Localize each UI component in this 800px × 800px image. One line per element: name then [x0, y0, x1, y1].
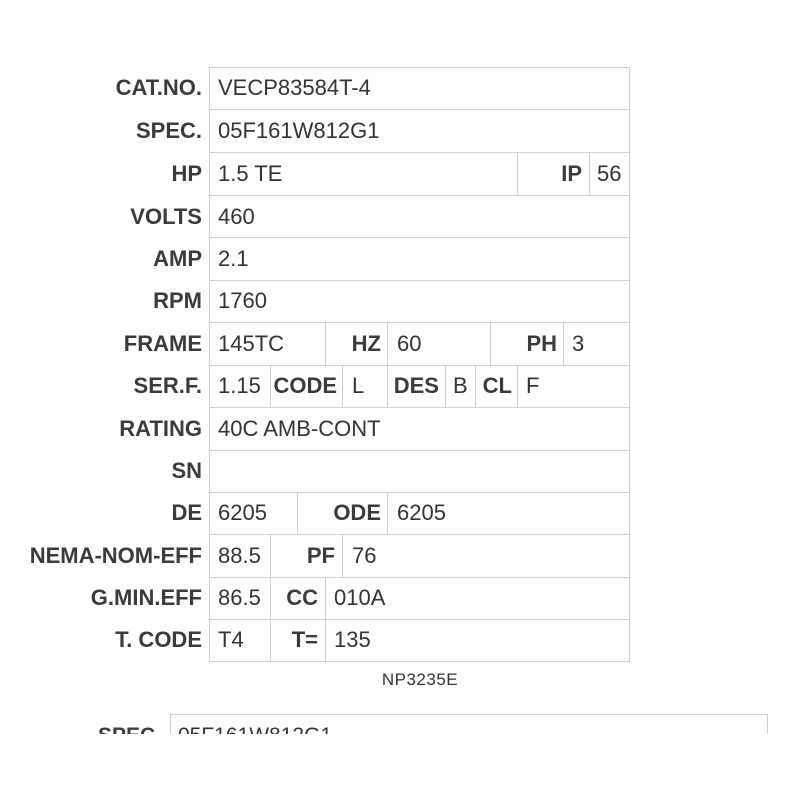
cc-label: CC: [286, 585, 318, 610]
hz-value: 60: [397, 331, 422, 356]
grid-line: [517, 365, 518, 407]
viewport-cutoff: [0, 734, 800, 800]
grid-line: [209, 195, 630, 196]
nema-nom-eff-value: 88.5: [218, 543, 261, 568]
rating-value: 40C AMB-CONT: [218, 416, 381, 441]
rpm-label: RPM: [153, 288, 202, 313]
spec-value: 05F161W812G1: [218, 118, 380, 143]
t-code-value: T4: [218, 627, 244, 652]
cat-no-value: VECP83584T-4: [218, 75, 371, 100]
nema-nom-eff-label: NEMA-NOM-EFF: [29, 543, 202, 568]
frame-value: 145TC: [218, 331, 285, 356]
volts-value: 460: [218, 204, 255, 229]
g-min-eff-label: G.MIN.EFF: [90, 585, 202, 610]
grid-line: [342, 365, 343, 407]
grid-line: [209, 237, 630, 238]
ip-value: 56: [597, 161, 622, 186]
ip-label: IP: [561, 161, 582, 186]
cc-value: 010A: [334, 585, 386, 610]
spec-label: SPEC.: [135, 118, 202, 143]
t-equals-label: T=: [291, 627, 318, 652]
t-code-label: T. CODE: [115, 627, 202, 652]
grid-line: [563, 322, 564, 365]
de-label: DE: [171, 500, 202, 525]
t-equals-value: 135: [334, 627, 371, 652]
grid-line: [589, 152, 590, 195]
g-min-eff-value: 86.5: [218, 585, 261, 610]
amp-label: AMP: [153, 246, 202, 271]
hz-label: HZ: [351, 331, 381, 356]
frame-label: FRAME: [123, 331, 202, 356]
grid-line: [209, 280, 630, 281]
ser-f-value: 1.15: [218, 373, 261, 398]
nameplate-code: NP3235E: [381, 670, 459, 689]
cat-no-label: CAT.NO.: [115, 75, 202, 100]
grid-line: [342, 534, 343, 577]
volts-label: VOLTS: [130, 204, 202, 229]
cl-value: F: [526, 373, 540, 398]
ode-value: 6205: [397, 500, 446, 525]
grid-line: [445, 365, 446, 407]
des-value: B: [453, 373, 468, 398]
code-value: L: [352, 373, 365, 398]
grid-line: [325, 619, 326, 661]
hp-label: HP: [171, 161, 202, 186]
pf-label: PF: [306, 543, 335, 568]
ode-label: ODE: [333, 500, 381, 525]
code-label: CODE: [273, 373, 337, 398]
rating-label: RATING: [119, 416, 202, 441]
hp-value: 1.5 TE: [218, 161, 283, 186]
ser-f-label: SER.F.: [133, 373, 202, 398]
grid-line: [629, 67, 630, 662]
grid-line: [387, 322, 388, 365]
grid-line: [209, 450, 630, 451]
grid-line: [209, 661, 630, 662]
des-label: DES: [393, 373, 439, 398]
ph-label: PH: [526, 331, 557, 356]
pf-value: 76: [352, 543, 377, 568]
de-value: 6205: [218, 500, 267, 525]
sn-label: SN: [171, 458, 202, 483]
rpm-value: 1760: [218, 288, 267, 313]
grid-line: [325, 577, 326, 619]
cl-label: CL: [482, 373, 512, 398]
grid-line: [387, 492, 388, 534]
ph-value: 3: [572, 331, 585, 356]
grid-line: [209, 67, 210, 662]
amp-value: 2.1: [218, 246, 249, 271]
